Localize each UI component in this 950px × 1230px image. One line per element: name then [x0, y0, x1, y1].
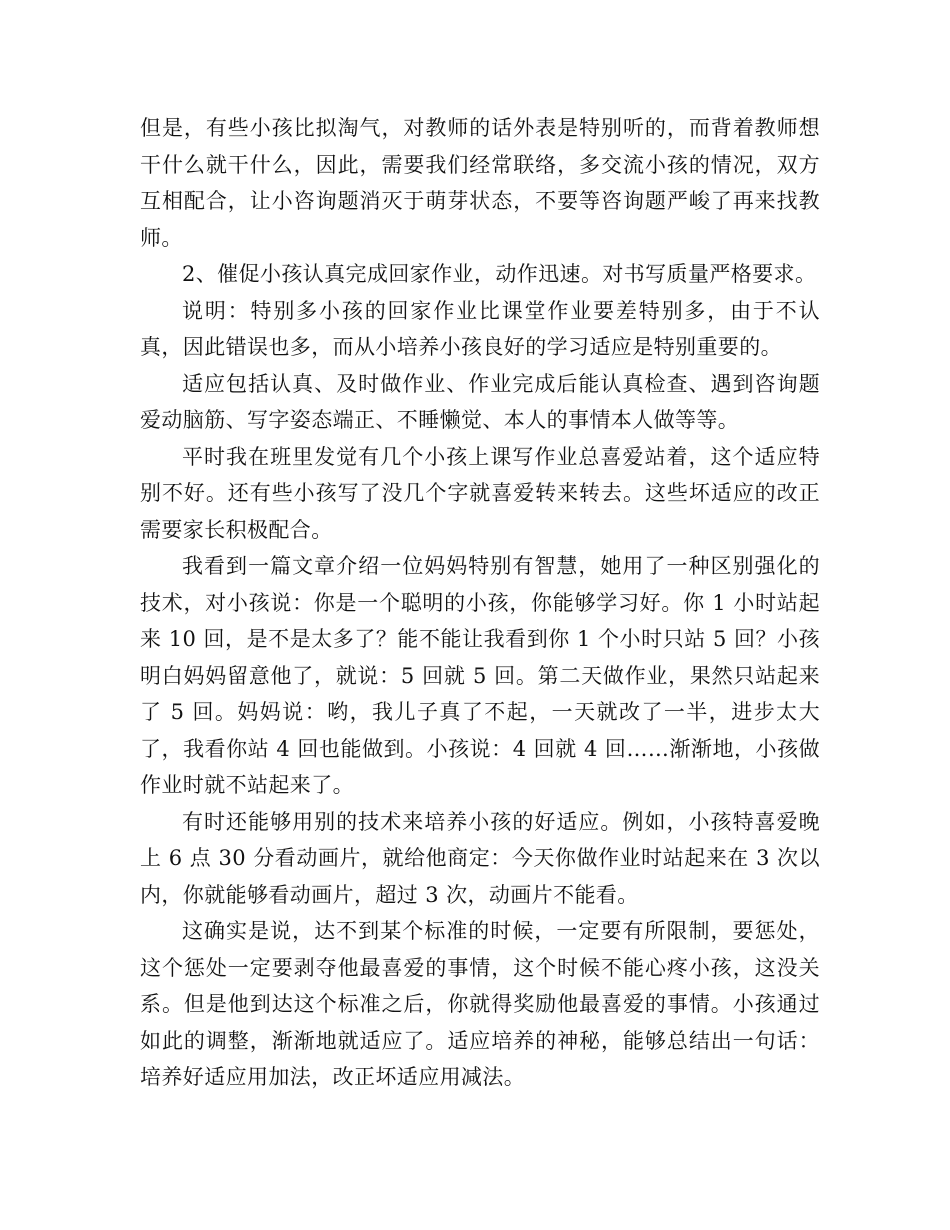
paragraph-cartoon-example: 有时还能够用别的技术来培养小孩的好适应。例如，小孩特喜爱晚上 6 点 30 分看动画片，就给他商定：今天你做作业时站起来在 3 次以内，你就能够看动画片，超过 3 次，动画片不能看。: [140, 809, 820, 907]
paragraph-item-2-homework: 2、催促小孩认真完成回家作业，动作迅速。对书写质量严格要求。: [182, 262, 817, 286]
paragraph-conclusion: 这确实是说，达不到某个标准的时候，一定要有所限制，要惩处，这个惩处一定要剥夺他最喜爱的事情，这个时候不能心疼小孩，这没关系。但是他到达这个标准之后，你就得奖励他最喜爱的事情。小孩通过如此的调整，渐渐地就适应了。适应培养的神秘，能够总结出一句话：培养好适应用加法，改正坏适应用减法。: [140, 919, 820, 1089]
paragraph-habits-list: 适应包括认真、及时做作业、作业完成后能认真检查、遇到咨询题爱动脑筋、写字姿态端正、不睡懒觉、本人的事情本人做等等。: [140, 371, 820, 432]
paragraph-explanation: 说明：特别多小孩的回家作业比课堂作业要差特别多，由于不认真，因此错误也多，而从小培养小孩良好的学习适应是特别重要的。: [140, 298, 820, 359]
paragraph-observation: 平时我在班里发觉有几个小孩上课写作业总喜爱站着，这个适应特别不好。还有些小孩写了没几个字就喜爱转来转去。这些坏适应的改正需要家长积极配合。: [140, 444, 820, 542]
paragraph-continuation: 但是，有些小孩比拟淘气，对教师的话外表是特别听的，而背着教师想干什么就干什么，因此，需要我们经常联络，多交流小孩的情况，双方互相配合，让小咨询题消灭于萌芽状态，不要等咨询题严峻了再来找教师。: [140, 116, 820, 250]
paragraph-mother-story: 我看到一篇文章介绍一位妈妈特别有智慧，她用了一种区别强化的技术，对小孩说：你是一个聪明的小孩，你能够学习好。你 1 小时站起来 10 回，是不是太多了？能不能让我看到你 1 个小时只站 5 回？小孩明白妈妈留意他了，就说：5 回就 5 回。第二天做作业，果然只站起来了 5 回。妈妈说：哟，我儿子真了不起，一天就改了一半，进步太大了，我看你站 4 回也能做到。小孩说：4 回就 4 回……渐渐地，小孩做作业时就不站起来了。: [140, 554, 820, 797]
document-body: [140, 110, 820, 1096]
